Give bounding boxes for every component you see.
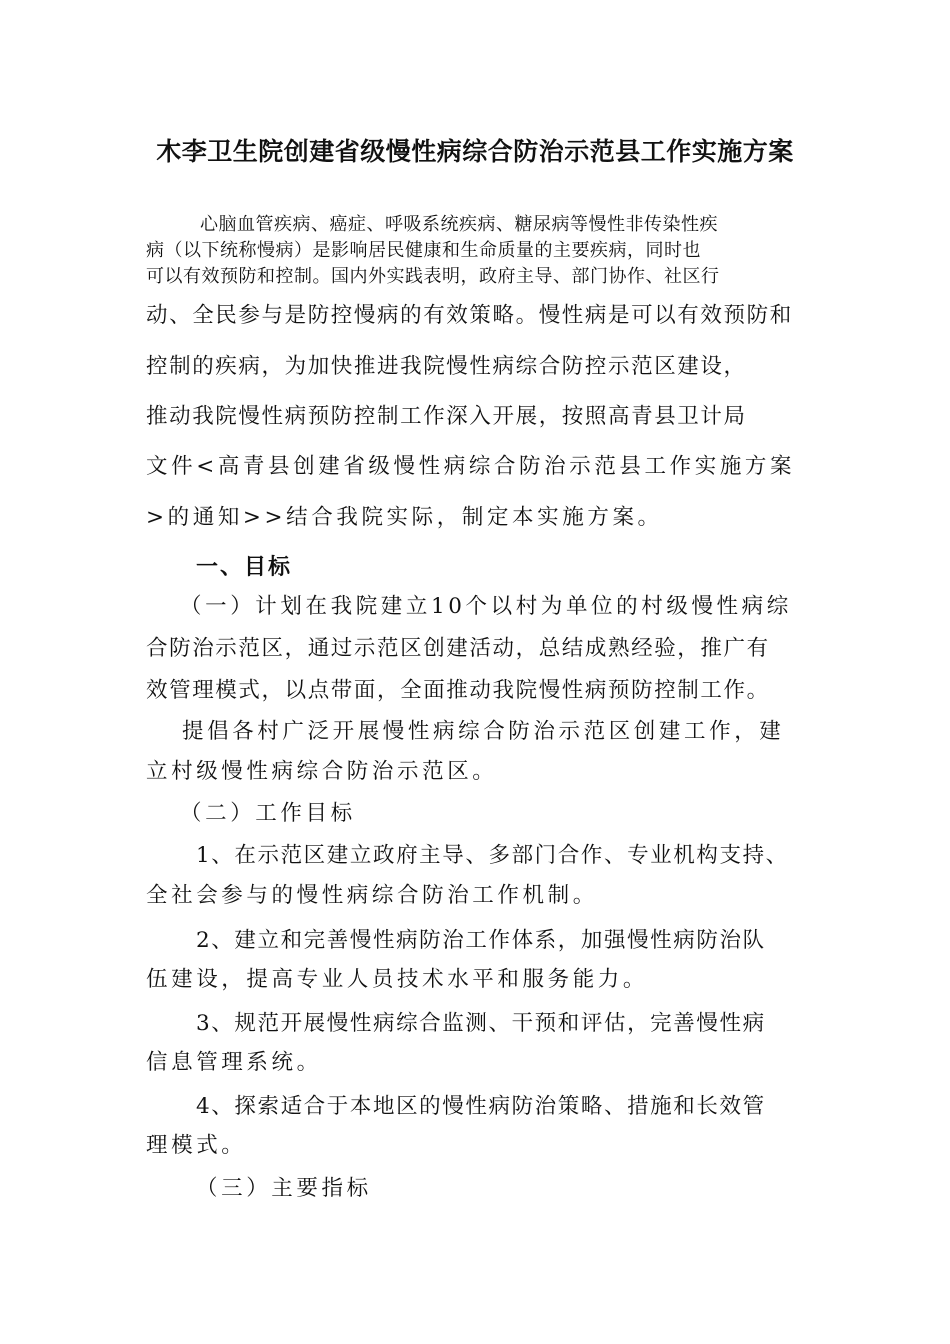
paragraph-line: 信息管理系统。: [146, 1050, 322, 1075]
paragraph-line: 提倡各村广泛开展慢性病综合防治示范区创建工作，建: [182, 719, 785, 744]
paragraph-line: 心脑血管疾病、癌症、呼吸系统疾病、糖尿病等慢性非传染性疾: [200, 214, 718, 235]
paragraph-line: 1、在示范区建立政府主导、多部门合作、专业机构支持、: [196, 843, 789, 868]
paragraph-line: （一）计划在我院建立10个以村为单位的村级慢性病综: [180, 594, 792, 619]
document-title: 木李卫生院创建省级慢性病综合防治示范县工作实施方案: [156, 137, 794, 166]
paragraph-line: 伍建设，提高专业人员技术水平和服务能力。: [146, 967, 649, 992]
paragraph-line: 推动我院慢性病预防控制工作深入开展，按照高青县卫计局: [146, 404, 747, 429]
paragraph-line: 理模式。: [146, 1133, 247, 1158]
paragraph-line: 3、规范开展慢性病综合监测、干预和评估，完善慢性病: [196, 1011, 766, 1036]
paragraph-line: 可以有效预防和控制。国内外实践表明，政府主导、部门协作、社区行: [146, 266, 720, 287]
section-heading: 一、目标: [196, 554, 293, 580]
paragraph-line: 4、探索适合于本地区的慢性病防治策略、措施和长效管: [196, 1094, 766, 1119]
paragraph-line: 全社会参与的慢性病综合防治工作机制。: [146, 883, 598, 908]
paragraph-line: 2、建立和完善慢性病防治工作体系，加强慢性病防治队: [196, 928, 766, 953]
paragraph-line: 动、全民参与是防控慢病的有效策略。慢性病是可以有效预防和: [146, 303, 793, 328]
paragraph-line: >的通知>>结合我院实际，制定本实施方案。: [146, 505, 663, 530]
paragraph-line: 立村级慢性病综合防治示范区。: [146, 759, 498, 784]
paragraph-line: 文件<高青县创建省级慢性病综合防治示范县工作实施方案: [146, 454, 796, 479]
subsection-heading: （二）工作目标: [180, 801, 356, 826]
paragraph-line: 合防治示范区，通过示范区创建活动，总结成熟经验，推广有: [146, 636, 770, 661]
subsection-heading: （三）主要指标: [196, 1176, 372, 1201]
paragraph-line: 病（以下统称慢病）是影响居民健康和生命质量的主要疾病，同时也: [146, 240, 701, 261]
paragraph-line: 效管理模式，以点带面，全面推动我院慢性病预防控制工作。: [146, 678, 770, 703]
paragraph-line: 控制的疾病，为加快推进我院慢性病综合防控示范区建设，: [146, 354, 747, 379]
